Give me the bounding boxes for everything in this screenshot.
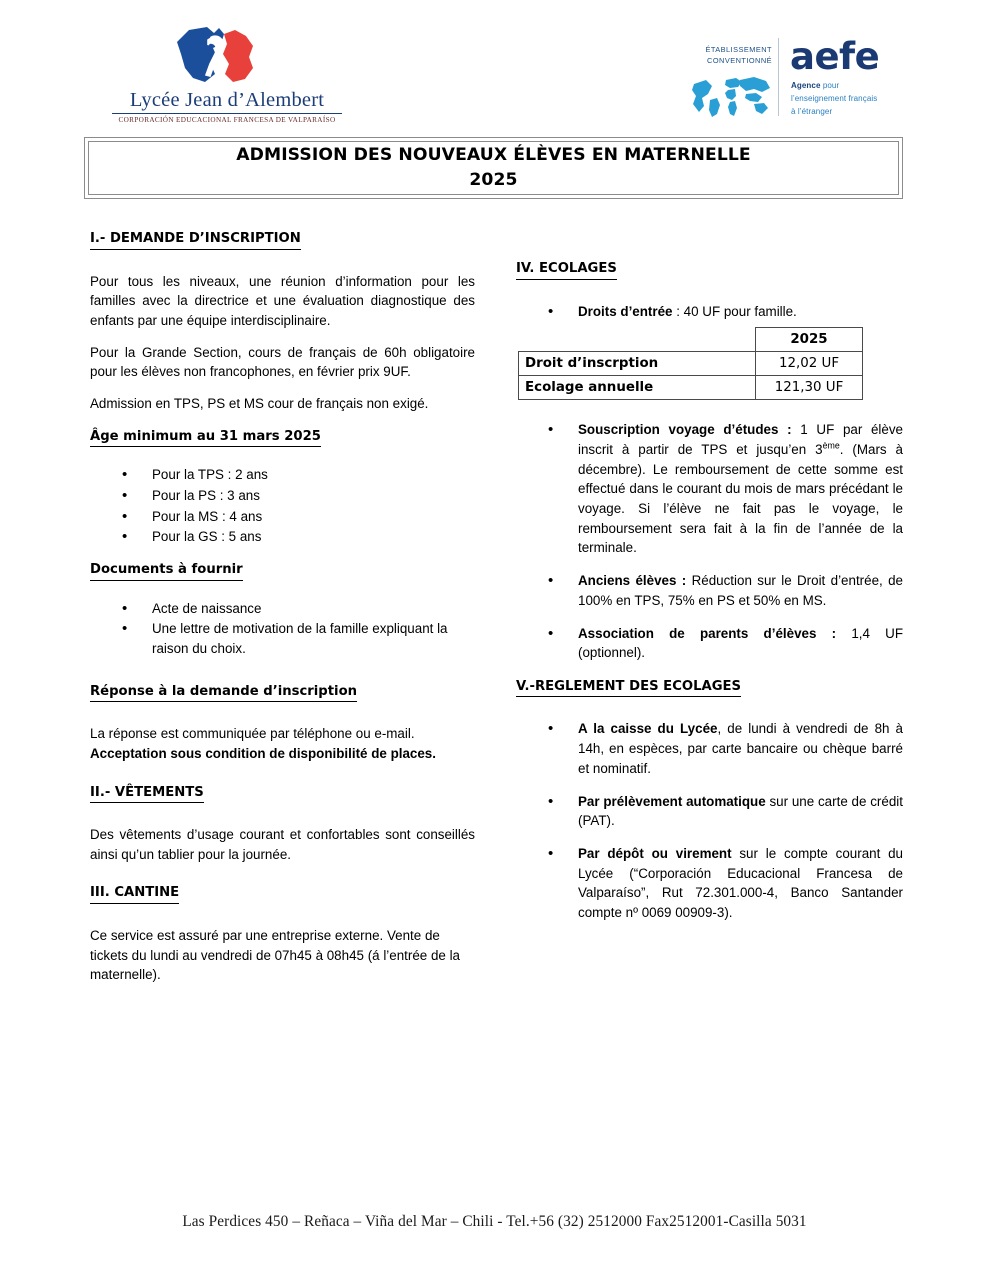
list-item: • Acte de naissance [90, 599, 475, 619]
table-header-row [519, 328, 863, 352]
paragraph-reponse [90, 724, 475, 763]
page-footer: Las Perdices 450 – Reñaca – Viña del Mar – Chili - Tel.+56 (32) 2512000 Fax2512001-Casilla 5031 [182, 1213, 807, 1230]
paragraph-admission-tps: Admission en TPS, PS et MS cour de français non exigé. [90, 396, 429, 412]
droits-entree-value: : 40 UF pour famille. [672, 303, 797, 319]
list-item-anciens-eleves [516, 571, 903, 610]
page-title: ADMISSION DES NOUVEAUX ÉLÈVES EN MATERNELLE [236, 145, 751, 166]
heading-reponse-wrap [90, 681, 475, 714]
heading-age-minimum: Âge minimum au 31 mars 2025 [90, 429, 321, 448]
table-row [519, 376, 863, 400]
document-header [0, 0, 989, 132]
right-column [516, 258, 903, 936]
anciens-eleves-text: Réduction sur le Droit d’entrée, de 100% en TPS, 75% en PS et 50% en MS. [578, 573, 903, 608]
list-item-souscription-voyage [516, 420, 903, 558]
paragraph-grande-section: Pour la Grande Section, cours de français de 60h obligatoire pour les élèves non francophones, en février prix 9UF. [90, 344, 475, 380]
aefe-tagline-line2: l’enseignement français [791, 93, 878, 103]
lycee-jean-dalembert-logo [112, 24, 342, 124]
souscription-voyage-text-b: . (Mars à décembre). Le remboursement de cette somme est effectué dans le courant du mois de mars précédant le voyage. Si l’élève ne fait pas le voyage, le remboursement sera fait à la fin de l’année de la terminale. [578, 441, 903, 556]
list-ecolages-details [516, 420, 903, 663]
list-documents [90, 599, 475, 659]
list-item: • Pour la MS : 4 ans [90, 507, 475, 527]
heading-vetements-wrap [90, 782, 475, 815]
aefe-etablissement-line2: CONVENTIONNÉ [707, 56, 772, 66]
table-row-label: Ecolage annuelle [519, 376, 756, 400]
prelevement-text: sur une carte de crédit (PAT). [578, 793, 903, 829]
list-item: • Pour la GS : 5 ans [90, 527, 475, 547]
world-map-icon [690, 74, 772, 118]
heading-cantine-wrap [90, 882, 475, 915]
france-map-logo-icon [167, 24, 277, 90]
aefe-tagline [791, 80, 877, 119]
association-parents-text: 1,4 UF (optionnel). [578, 625, 903, 661]
table-row-value: 12,02 UF [756, 352, 863, 376]
heading-ecolages: IV. ECOLAGES [516, 261, 617, 280]
list-item-droits-entree [516, 302, 903, 322]
list-item: • Pour la PS : 3 ans [90, 486, 475, 506]
heading-documents-a-fournir: Documents à fournir [90, 562, 243, 581]
aefe-tagline-pour: pour [820, 81, 840, 90]
page-title-year: 2025 [469, 170, 518, 190]
paragraph-cantine: Ce service est assuré par une entreprise externe. Vente de tickets du lundi au vendredi de 07h45 à 08h45 (á l’entrée de la maternelle). [90, 927, 460, 983]
table-year-header: 2025 [756, 328, 863, 352]
heading-reponse-demande: Réponse à la demande d’inscription [90, 684, 357, 703]
caisse-lycee-text: , de lundi à vendredi de 8h à 14h, en espèces, par carte bancaire ou chèque barré et nominatif. [578, 721, 904, 776]
heading-age-minimum-wrap [90, 426, 475, 459]
list-age-minimum [90, 465, 475, 547]
heading-reglement-ecolages: V.-REGLEMENT DES ECOLAGES [516, 679, 741, 698]
association-parents-label: Association de parents d’élèves : [578, 625, 837, 641]
lycee-logo-name: Lycée Jean d’Alembert [112, 90, 342, 114]
souscription-voyage-sup: ème [822, 440, 840, 451]
aefe-logo [690, 36, 890, 120]
list-item: • Une lettre de motivation de la famille expliquant la raison du choix. [90, 619, 475, 658]
table-row-value: 121,30 UF [756, 376, 863, 400]
document-title-box [84, 137, 903, 199]
price-table [518, 327, 863, 400]
heading-vetements: II.- VÊTEMENTS [90, 785, 204, 804]
droits-entree-label: Droits d’entrée [578, 303, 673, 319]
section-demande-inscription-heading-wrap [90, 228, 475, 261]
table-row-label: Droit d’inscrption [519, 352, 756, 376]
souscription-voyage-label: Souscription voyage d’études : [578, 422, 792, 438]
heading-demande-inscription: I.- DEMANDE D’INSCRIPTION [90, 231, 301, 250]
depot-virement-label: Par dépôt ou virement [578, 845, 732, 861]
caisse-lycee-label: A la caisse du Lycée [578, 721, 718, 737]
reponse-text-bold: Acceptation sous condition de disponibilité de places. [90, 745, 436, 761]
paragraph-vetements: Des vêtements d’usage courant et confortables sont conseillés ainsi qu’un tablier pour la journée. [90, 827, 475, 862]
reponse-text-normal: La réponse est communiquée par téléphone ou e-mail. [90, 726, 415, 742]
heading-documents-wrap [90, 559, 475, 592]
aefe-tagline-agence: Agence [791, 81, 821, 90]
list-item: • Pour la TPS : 2 ans [90, 465, 475, 485]
list-droits-entree [516, 302, 903, 322]
heading-reglement-wrap [516, 676, 903, 709]
list-item-caisse-lycee [516, 719, 903, 778]
anciens-eleves-label: Anciens élèves : [578, 573, 687, 589]
aefe-etablissement-line1: ÉTABLISSEMENT [705, 45, 772, 54]
list-item-association-parents [516, 624, 903, 663]
souscription-voyage-text-a: 1 UF par élève inscrit à partir de TPS et jusqu’en 3 [578, 422, 903, 457]
aefe-tagline-line3: à l’étranger [791, 106, 833, 116]
heading-cantine: III. CANTINE [90, 885, 179, 904]
heading-ecolages-wrap [516, 258, 903, 291]
aefe-wordmark: aefe [790, 35, 880, 78]
paragraph-reunion-information: Pour tous les niveaux, une réunion d’information pour les familles avec la directrice et une évaluation diagnostique des enfants par une équipe interdisciplinaire. [90, 273, 475, 328]
lycee-logo-subtitle: CORPORACIÓN EDUCACIONAL FRANCESA DE VALPARAÍSO [118, 116, 336, 124]
list-reglement-modes [516, 719, 903, 922]
list-item-prelevement-automatique [516, 792, 903, 831]
aefe-logo-divider [778, 38, 779, 116]
depot-virement-text: sur le compte courant du Lycée (“Corporación Educacional Francesa de Valparaíso”, Rut 72.301.000-4, Banco Santander compte nº 0069 00909-3). [578, 845, 903, 921]
aefe-etablissement-label [690, 44, 772, 67]
prelevement-label: Par prélèvement automatique [578, 793, 766, 809]
document-title-inner-border [88, 141, 899, 195]
table-row [519, 352, 863, 376]
left-column [90, 228, 475, 997]
list-item-depot-virement [516, 844, 903, 923]
table-empty-corner-cell [519, 328, 756, 352]
